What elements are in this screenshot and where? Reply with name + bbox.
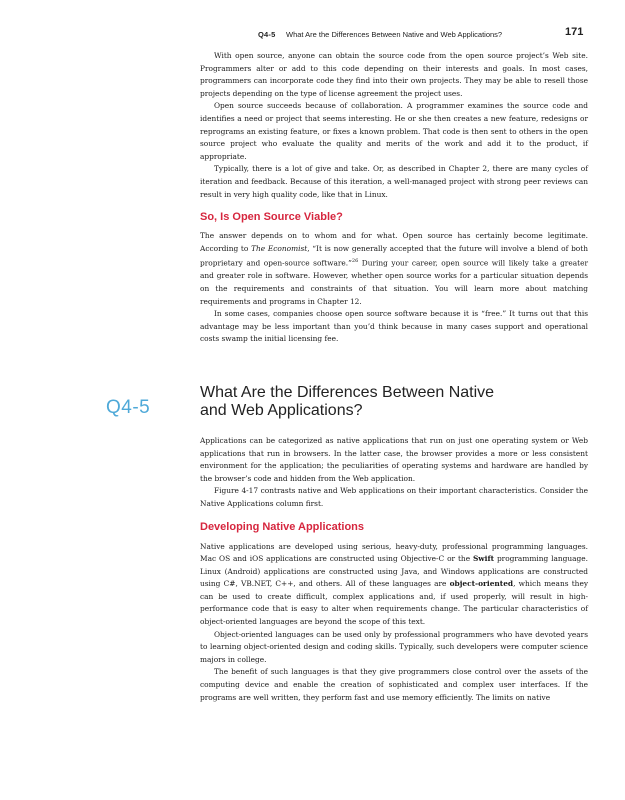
page-number: 171 [565, 26, 584, 38]
paragraph: Figure 4-17 contrasts native and Web applications on their important characteristics. Consider the Native Applications column first. [200, 486, 588, 508]
paragraph-text: Native applications are developed using serious, heavy-duty, professional programming languages. Mac OS and iOS applications are constructed using Objective-C or the [200, 541, 588, 564]
body-text [200, 50, 588, 704]
paragraph: The benefit of such languages is that they give programmers close control over the assets of the computing device and enable the creation of sophisticated and complex user interfaces. If the programs are well written, they perform fast and use memory efficiently. The limits on native [200, 667, 588, 702]
paragraph-text: , “It is now generally accepted that the future will involve a blend of both proprietary and open-source software.” [200, 243, 588, 268]
paragraph: Typically, there is a lot of give and take. Or, as described in Chapter 2, there are many cycles of iteration and feedback. Because of this iteration, a well-managed project with strong peer reviews can result in very high quality code, like that in Linux. [200, 164, 588, 199]
section-title-line: What Are the Differences Between Native [200, 383, 495, 401]
paragraph [200, 541, 588, 629]
keyword: object-oriented [449, 579, 514, 589]
paragraph-text: programming language. Linux (Android) applications are constructed using Java, and Windows applications are constructed using C#, VB.NET, C++, and others. All of these languages are [200, 554, 588, 589]
paragraph-text: The answer depends on to whom and for what. Open source has certainly become legitimate. According to [200, 231, 588, 253]
subheading-native-applications: Developing Native Applications [200, 520, 365, 533]
footnote-ref: 26 [351, 258, 359, 265]
paragraph: In some cases, companies choose open source software because it is “free.” It turns out that this advantage may be less important than you’d think because in many cases support and operational costs swamp the initial licensing fee. [200, 309, 588, 344]
section-title [200, 384, 588, 421]
paragraph: Applications can be categorized as native applications that run on just one operating system or Web applications that run in browsers. In the latter case, the browser provides a more or less consistent environment for the application; the peculiarities of operating systems and hardware are handled by the browser’s code and hidden from the Web application. [200, 435, 588, 483]
section-label: Q4-5 [106, 397, 151, 418]
paragraph: Open source succeeds because of collaboration. A programmer examines the source code and identifies a need or project that seems interesting. He or she then creates a new feature, redesigns or reprograms an existing feature, or fixes a known problem. That code is then sent to others in the open source project who evaluate the quality and merits of the work and add it to the product, if appropriate. [200, 101, 588, 161]
paragraph: Object-oriented languages can be used only by professional programmers who have devoted years to learning object-oriented design and coding skills. Typically, such developers were computer science majors in college. [200, 629, 588, 664]
source-name: The Economist [251, 243, 308, 253]
header-title: What Are the Differences Between Native and Web Applications? [286, 30, 503, 39]
paragraph-text: During your career, open source will likely take a greater and greater role in software. However, whether open source works for a particular situation depends on the requirements and constraints of that situation. You will learn more about matching requirements and programs in Chapter 12. [200, 258, 588, 306]
keyword: Swift [472, 554, 495, 564]
subheading-open-source-viable: So, Is Open Source Viable? [200, 211, 343, 224]
paragraph: With open source, anyone can obtain the source code from the open source project’s Web site. Programmers alter or add to this code depending on their interests and goals. In most cases, programmers can incorporate code they find into their own projects. They may be able to resell those projects depending on the type of license agreement the project uses. [200, 51, 588, 98]
header-section-tag: Q4-5 [258, 30, 276, 39]
paragraph-text: , which means they can be used to create difficult, complex applications and, if used properly, will result in high-performance code that is easy to alter when requirements change. The particular characteristics of object-oriented languages are beyond the scope of this text. [200, 579, 588, 627]
running-header [0, 22, 625, 42]
paragraph [200, 230, 588, 308]
section-title-line: and Web Applications? [200, 402, 363, 420]
